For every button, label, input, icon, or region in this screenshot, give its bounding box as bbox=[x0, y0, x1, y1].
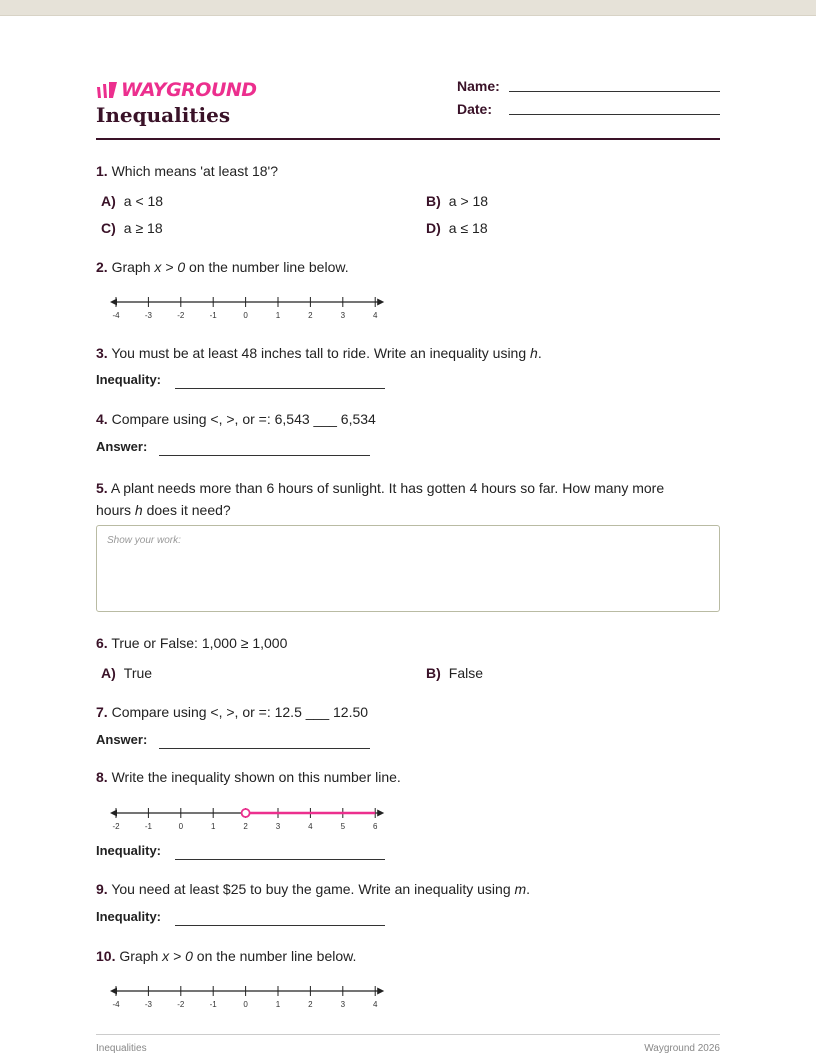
question-text: on the number line below. bbox=[192, 948, 357, 964]
number-line-q2[interactable] bbox=[100, 292, 400, 322]
option-letter: A) bbox=[101, 665, 116, 681]
option-text: a < 18 bbox=[123, 193, 164, 209]
question-text: . bbox=[526, 881, 531, 897]
option-false[interactable] bbox=[426, 665, 483, 681]
question-variable: m bbox=[514, 881, 527, 897]
question-text: Which means 'at least 18'? bbox=[111, 163, 279, 179]
question-text: True or False: 1,000 ≥ 1,000 bbox=[111, 635, 288, 651]
number-line-tick-label: 6 bbox=[372, 822, 378, 831]
option-letter: A) bbox=[101, 193, 116, 209]
number-line-tick-label: 3 bbox=[275, 822, 281, 831]
question-variable: h bbox=[134, 502, 143, 518]
number-line-q10[interactable] bbox=[100, 981, 400, 1011]
answer-field-q7[interactable] bbox=[159, 748, 370, 749]
number-line-tick-label: 4 bbox=[372, 311, 378, 320]
number-line-tick-label: -3 bbox=[144, 1000, 152, 1009]
question-1 bbox=[96, 163, 278, 179]
option-text: a > 18 bbox=[448, 193, 489, 209]
question-text: A plant needs more than 6 hours of sunlight. It has gotten 4 hours so far. How many more bbox=[110, 480, 665, 496]
option-letter: C) bbox=[101, 220, 116, 236]
question-3 bbox=[96, 345, 542, 361]
question-number: 5. bbox=[96, 480, 108, 496]
question-text: hours bbox=[96, 502, 135, 518]
question-number: 7. bbox=[96, 704, 108, 720]
number-line-tick-label: 0 bbox=[243, 1000, 248, 1009]
question-7 bbox=[96, 704, 368, 720]
question-text: You must be at least 48 inches tall to ride. Write an inequality using bbox=[111, 345, 531, 361]
header-divider bbox=[96, 138, 720, 140]
answer-label: Answer: bbox=[96, 439, 148, 454]
question-10 bbox=[96, 948, 356, 964]
question-text: . bbox=[537, 345, 542, 361]
question-text: Graph bbox=[111, 259, 155, 275]
number-line-tick-label: 2 bbox=[308, 1000, 313, 1009]
number-line-tick-label: -2 bbox=[177, 311, 185, 320]
number-line-tick-label: -1 bbox=[209, 1000, 217, 1009]
answer-label: Inequality: bbox=[96, 843, 162, 858]
name-field[interactable] bbox=[509, 91, 720, 92]
number-line-tick-label: 3 bbox=[340, 311, 346, 320]
question-text: Compare using <, >, or =: 6,543 ___ 6,534 bbox=[111, 411, 376, 427]
option-text: False bbox=[448, 665, 484, 681]
question-9 bbox=[96, 881, 530, 897]
answer-label: Inequality: bbox=[96, 372, 162, 387]
footer-right: Wayground 2026 bbox=[644, 1043, 720, 1054]
question-number: 8. bbox=[96, 769, 108, 785]
question-number: 4. bbox=[96, 411, 108, 427]
option-letter: B) bbox=[426, 665, 441, 681]
question-text: does it need? bbox=[142, 502, 231, 518]
open-point bbox=[242, 809, 250, 817]
arrow-right-icon bbox=[377, 299, 384, 306]
number-line-tick-label: -4 bbox=[112, 1000, 120, 1009]
answer-label: Inequality: bbox=[96, 909, 162, 924]
arrow-right-icon bbox=[377, 988, 384, 995]
brand-logo bbox=[96, 79, 257, 101]
number-line-tick-label: -2 bbox=[112, 822, 120, 831]
option-text: a ≤ 18 bbox=[448, 220, 488, 236]
question-text: Graph bbox=[119, 948, 163, 964]
wayground-logo-icon bbox=[96, 81, 118, 99]
date-field[interactable] bbox=[509, 114, 720, 115]
number-line-tick-label: 5 bbox=[340, 822, 346, 831]
question-number: 6. bbox=[96, 635, 108, 651]
footer-left: Inequalities bbox=[96, 1043, 147, 1054]
question-number: 3. bbox=[96, 345, 108, 361]
option-text: a ≥ 18 bbox=[123, 220, 163, 236]
option-c[interactable] bbox=[101, 220, 163, 236]
option-b[interactable] bbox=[426, 193, 488, 209]
answer-field-q3[interactable] bbox=[175, 388, 385, 389]
number-line-tick-label: 1 bbox=[275, 311, 281, 320]
question-number: 9. bbox=[96, 881, 108, 897]
work-hint: Show your work: bbox=[107, 535, 181, 546]
question-2 bbox=[96, 259, 349, 275]
number-line-tick-label: 3 bbox=[340, 1000, 346, 1009]
number-line-tick-label: 1 bbox=[210, 822, 216, 831]
number-line-tick-label: 2 bbox=[308, 311, 313, 320]
question-variable: x > 0 bbox=[154, 259, 186, 275]
brand-name: WAYGROUND bbox=[121, 79, 257, 101]
question-number: 1. bbox=[96, 163, 108, 179]
question-text: Write the inequality shown on this number line. bbox=[111, 769, 401, 785]
date-label: Date: bbox=[457, 101, 493, 117]
question-number: 10. bbox=[96, 948, 116, 964]
work-area[interactable] bbox=[96, 525, 720, 612]
question-number: 2. bbox=[96, 259, 108, 275]
arrow-right-icon bbox=[377, 810, 384, 817]
name-label: Name: bbox=[457, 78, 500, 94]
number-line-tick-label: 1 bbox=[275, 1000, 281, 1009]
number-line-tick-label: 2 bbox=[243, 822, 248, 831]
question-text: Compare using <, >, or =: 12.5 ___ 12.50 bbox=[111, 704, 369, 720]
number-line-tick-label: 0 bbox=[243, 311, 248, 320]
question-6 bbox=[96, 635, 287, 651]
option-letter: B) bbox=[426, 193, 441, 209]
question-4 bbox=[96, 411, 376, 427]
number-line-tick-label: -2 bbox=[177, 1000, 185, 1009]
option-true[interactable] bbox=[101, 665, 152, 681]
page-title: Inequalities bbox=[96, 103, 231, 127]
number-line-q8 bbox=[100, 803, 400, 833]
option-a[interactable] bbox=[101, 193, 163, 209]
number-line-tick-label: 0 bbox=[178, 822, 184, 831]
option-letter: D) bbox=[426, 220, 441, 236]
question-8 bbox=[96, 769, 401, 785]
number-line-tick-label: -1 bbox=[144, 822, 152, 831]
answer-field-q8[interactable] bbox=[175, 859, 385, 860]
number-line-tick-label: -3 bbox=[144, 311, 152, 320]
number-line-tick-label: 4 bbox=[372, 1000, 378, 1009]
question-variable: x > 0 bbox=[162, 948, 193, 964]
answer-field-q9[interactable] bbox=[175, 925, 385, 926]
top-bar bbox=[0, 0, 816, 16]
number-line-tick-label: -4 bbox=[112, 311, 120, 320]
answer-label: Answer: bbox=[96, 732, 148, 747]
question-text: You need at least $25 to buy the game. Write an inequality using bbox=[111, 881, 515, 897]
question-variable: h bbox=[530, 345, 538, 361]
number-line-tick-label: -1 bbox=[209, 311, 217, 320]
option-text: True bbox=[123, 665, 153, 681]
question-text: on the number line below. bbox=[185, 259, 349, 275]
option-d[interactable] bbox=[426, 220, 488, 236]
footer-divider bbox=[96, 1034, 720, 1035]
question-5 bbox=[96, 477, 720, 521]
number-line-tick-label: 4 bbox=[308, 822, 313, 831]
answer-field-q4[interactable] bbox=[159, 455, 370, 456]
